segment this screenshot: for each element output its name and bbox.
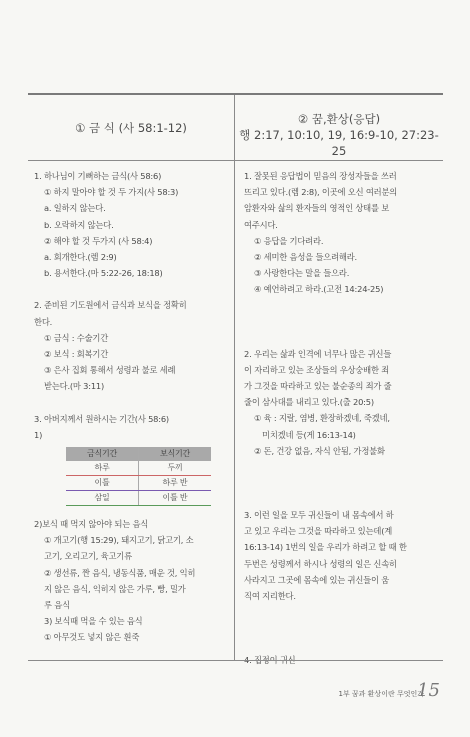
right-column — [244, 168, 440, 668]
table-row — [66, 491, 211, 506]
list-item: a. 일하지 않는다. — [44, 203, 106, 214]
paragraph-line: 가 그것을 따라하고 있는 불순종의 죄가 줄 — [244, 381, 392, 392]
list-item: ③ 사랑한다는 말을 들으라. — [254, 268, 350, 279]
table-header: 보식기간 — [139, 447, 212, 461]
right-title-main: ② 꿈,환상(응답) — [297, 112, 381, 126]
paragraph-line: 여주시다. — [244, 219, 278, 230]
paragraph-line: 이 자리하고 있는 조상들의 우상숭배한 죄 — [244, 364, 390, 375]
paragraph-line: 16:13-14) 1번의 일을 우리가 하려고 할 때 한 — [244, 542, 407, 553]
paragraph-line: 사라지고 그곳에 몸속에 있는 귀신들이 움 — [244, 574, 390, 585]
list-item: a. 회개한다.(렘 2:9) — [44, 252, 117, 263]
list-item: ② 세미한 음성을 들으려해라. — [254, 252, 357, 263]
list-item: ② 생선류, 짠 음식, 냉동식품, 매운 것, 익히 — [44, 567, 196, 578]
paragraph-line: 두번은 성령께서 하시나 성령의 일은 신속히 — [244, 558, 397, 569]
bottom-rule — [28, 660, 443, 661]
list-item: ④ 예언하려고 하라.(고전 14:24-25) — [254, 284, 384, 295]
section-heading-cont: 한다. — [34, 316, 53, 327]
list-item: 미치겠네 등(게 16:13-14) — [262, 429, 356, 440]
list-item: ① 아무것도 넣지 않은 흰죽 — [44, 632, 140, 643]
list-item: 받는다.(마 3:11) — [44, 381, 105, 392]
section-heading: 1. 잘못된 응답법이 믿음의 장성자들을 쓰러 — [244, 171, 397, 181]
column-divider — [234, 95, 235, 660]
section-heading: 2. 우리는 삶과 인격에 너무나 많은 귀신들 — [244, 348, 392, 359]
list-item: ① 하지 말아야 할 것 두 가지(사 58:3) — [44, 187, 179, 198]
paragraph-line: 고 있고 우리는 그것을 따라하고 있는데(계 — [244, 526, 393, 537]
paragraph-line: 뜨리고 있다.(렘 2:8), 이곳에 오신 여러분의 — [244, 187, 398, 198]
paragraph-line: 직여 지리한다. — [244, 591, 296, 602]
section-heading: 3. 이런 일을 모두 귀신들이 내 몸속에서 하 — [244, 510, 394, 521]
left-column-title: ① 금 식 (사 58:1-12) — [75, 121, 187, 135]
list-item: ① 개고기(행 15:29), 돼지고기, 닭고기, 소 — [44, 535, 194, 546]
table-cell: 하루 반 — [139, 476, 212, 491]
right-column-title — [235, 111, 443, 159]
list-item: ② 해야 할 것 두가지 (사 58:4) — [44, 235, 153, 246]
header-rule — [28, 160, 443, 161]
list-item: b. 용서한다.(마 5:22-26, 18:18) — [44, 268, 163, 279]
page-number: 15 — [417, 680, 440, 701]
table-cell: 이틀 — [66, 476, 139, 491]
table-cell: 이틀 반 — [139, 491, 212, 506]
list-item: 루 음식 — [44, 600, 70, 611]
section-heading: 2. 준비된 기도원에서 금식과 보식을 정확히 — [34, 300, 187, 311]
fasting-table — [66, 447, 211, 506]
list-item: b. 오락하지 않는다. — [44, 219, 114, 230]
paragraph-line: 줄이 삼사대를 내리고 있다.(출 20:5) — [244, 397, 374, 408]
running-footer: 1부 꿈과 환상이란 무엇인가 — [338, 690, 424, 698]
section-heading: 1. 하나님이 기뻐하는 금식(사 58:6) — [34, 171, 162, 181]
table-row — [66, 461, 211, 476]
right-title-refs: 행 2:17, 10:10, 19, 16:9-10, 27:23-25 — [239, 128, 439, 158]
table-header: 금식기간 — [66, 447, 139, 461]
list-item: 지 않은 음식, 익히지 않은 가루, 빵, 밀가 — [44, 583, 186, 594]
table-row — [66, 476, 211, 491]
list-item: ③ 은사 집회 통해서 성령과 불로 세례 — [44, 365, 176, 376]
list-item: 3) 보식때 먹을 수 있는 음식 — [44, 616, 143, 627]
table-cell: 두끼 — [139, 461, 212, 476]
table-cell: 하루 — [66, 461, 139, 476]
section-heading: 2)보식 때 먹지 않아야 되는 음식 — [34, 519, 149, 530]
table-header-row — [66, 447, 211, 461]
sub-number: 1) — [34, 429, 43, 440]
paragraph-line: 암환자와 삶의 환자들의 영적인 상태를 보 — [244, 203, 390, 214]
table-cell: 삼일 — [66, 491, 139, 506]
list-item: 고기, 오리고기, 육고기류 — [44, 551, 132, 562]
list-item: ② 돈, 건강 없음, 자식 안됨, 가정불화 — [254, 445, 385, 456]
section-heading: 3. 아버지께서 원하시는 기간(사 58:6) — [34, 413, 169, 424]
top-rule — [28, 93, 443, 95]
list-item: ① 금식 : 수술기간 — [44, 332, 109, 343]
list-item: ① 응답을 기다려라. — [254, 235, 324, 246]
left-column — [34, 168, 230, 646]
list-item: ② 보식 : 회복기간 — [44, 349, 109, 360]
list-item: ① 육 : 지랄, 염병, 환장하겠네, 죽겠네, — [254, 413, 390, 424]
